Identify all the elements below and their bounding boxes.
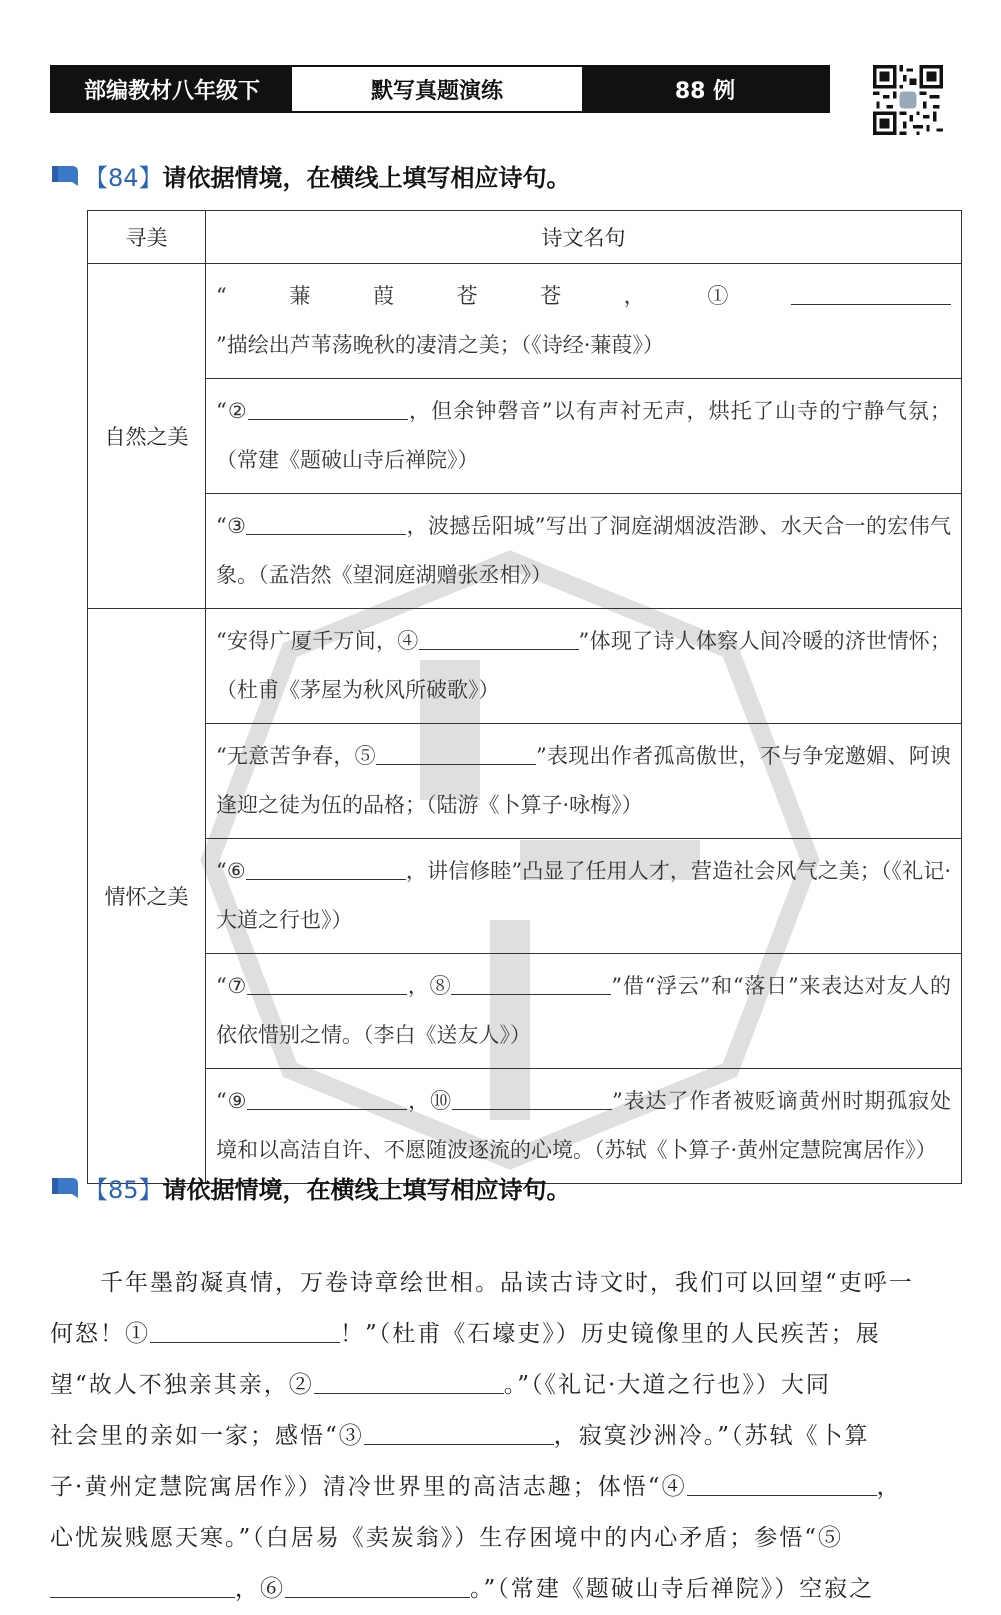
- category-cell: 自然之美: [88, 264, 206, 609]
- table-row: [88, 264, 962, 379]
- text-segment: ，: [876, 1474, 902, 1500]
- line-prefix: “蒹葭苍苍，①: [216, 284, 791, 308]
- bookmark-icon: [50, 1176, 76, 1200]
- line-suffix: ，波撼岳阳城”写出了洞庭湖烟波浩渺、水天合一的宏伟气象。（孟浩然《望洞庭湖赠张丞相》）: [216, 514, 952, 587]
- answer-blank-6[interactable]: [285, 1574, 470, 1598]
- line-prefix: “⑥: [216, 859, 246, 883]
- table-cell: [206, 379, 962, 494]
- answer-blank-6[interactable]: [246, 858, 406, 880]
- table-cell: [206, 724, 962, 839]
- question-85-title: [50, 1170, 571, 1205]
- count-label: 88 例: [582, 67, 828, 111]
- paragraph-line: [50, 1564, 954, 1615]
- line-middle: ，⑩: [407, 1089, 452, 1113]
- subject-label: 默写真题演练: [292, 67, 582, 111]
- text-segment: 子·黄州定慧院寓居作》）清冷世界里的高洁志趣；体悟“④: [50, 1474, 687, 1500]
- answer-blank-1[interactable]: [150, 1319, 340, 1343]
- text-segment: ，寂寞沙洲冷。”（苏轼《卜算: [553, 1423, 870, 1449]
- line-suffix: ”描绘出芦苇荡晚秋的凄清之美；（《诗经·蒹葭》）: [216, 333, 664, 357]
- category-cell: 情怀之美: [88, 609, 206, 1184]
- answer-blank-10[interactable]: [452, 1088, 612, 1110]
- line-prefix: “⑦: [216, 974, 248, 998]
- answer-blank-5[interactable]: [376, 743, 536, 765]
- text-segment: 。”（《礼记·大道之行也》）大同: [503, 1372, 831, 1398]
- paragraph-line: [50, 1411, 954, 1462]
- line-suffix: ，但余钟磬音”以有声衬无声，烘托了山寺的宁静气氛；（常建《题破山寺后禅院》）: [216, 399, 952, 472]
- paragraph-line: [50, 1462, 954, 1513]
- table-row: [88, 609, 962, 724]
- table-cell: [206, 839, 962, 954]
- paragraph-line: [50, 1513, 954, 1564]
- line-prefix: “无意苦争春，⑤: [216, 744, 376, 768]
- text-segment: 何怒！①: [50, 1321, 150, 1347]
- text-segment: 心忧炭贱愿天寒。”（白居易《卖炭翁》）生存困境中的内心矛盾；参悟“⑤: [50, 1525, 844, 1551]
- text-segment: ，⑥: [235, 1576, 285, 1602]
- answer-blank-5[interactable]: [50, 1574, 235, 1598]
- line-suffix: ”借“浮云”和“落日”来表达对友人的依依惜别之情。（李白《送友人》）: [216, 974, 952, 1047]
- text-segment: 社会里的亲如一家；感悟“③: [50, 1423, 364, 1449]
- line-prefix: “②: [216, 399, 248, 423]
- answer-blank-8[interactable]: [451, 973, 611, 995]
- bookmark-icon: [50, 164, 76, 188]
- paragraph-line: [50, 1309, 954, 1360]
- poetry-table: [87, 210, 962, 1184]
- question-85-paragraph: [50, 1258, 954, 1615]
- answer-blank-7[interactable]: [247, 973, 407, 995]
- question-84-title: [50, 158, 571, 193]
- table-cell: [206, 264, 962, 379]
- table-row: [88, 724, 962, 839]
- text-segment: ！”（杜甫《石壕吏》）历史镜像里的人民疾苦；展: [340, 1321, 881, 1347]
- table-cell: [206, 954, 962, 1069]
- answer-blank-3[interactable]: [364, 1421, 554, 1445]
- table-row: [88, 494, 962, 609]
- line-prefix: “安得广厦千万间，④: [216, 629, 419, 653]
- answer-blank-1[interactable]: [791, 283, 951, 305]
- question-prompt: 请依据情境，在横线上填写相应诗句。: [162, 164, 571, 192]
- line-suffix: ，讲信修睦”凸显了任用人才，营造社会风气之美；（《礼记·大道之行也》）: [216, 859, 951, 932]
- column-header-category: 寻美: [88, 211, 206, 264]
- text-segment: 望“故人不独亲其亲，②: [50, 1372, 314, 1398]
- line-suffix: ”表现出作者孤高傲世，不与争宠邀媚、阿谀逢迎之徒为伍的品格；（陆游《卜算子·咏梅》）: [216, 744, 951, 817]
- text-segment: 千年墨韵凝真情，万卷诗章绘世相。品读古诗文时，我们可以回望“吏呼一: [50, 1270, 914, 1296]
- answer-blank-3[interactable]: [246, 513, 406, 535]
- table-row: [88, 954, 962, 1069]
- question-number: 【85】: [84, 1176, 163, 1204]
- answer-blank-2[interactable]: [314, 1370, 504, 1394]
- answer-blank-9[interactable]: [247, 1088, 407, 1110]
- qr-code-icon: [873, 65, 943, 135]
- table-row: [88, 1069, 962, 1184]
- question-prompt: 请依据情境，在横线上填写相应诗句。: [162, 1176, 571, 1204]
- table-cell: [206, 494, 962, 609]
- table-row: [88, 839, 962, 954]
- header-bar: [50, 65, 830, 113]
- answer-blank-4[interactable]: [687, 1472, 877, 1496]
- answer-blank-4[interactable]: [419, 628, 579, 650]
- question-number: 【84】: [84, 164, 163, 192]
- line-suffix: ”体现了诗人体察人间冷暖的济世情怀；（杜甫《茅屋为秋风所破歌》）: [216, 629, 951, 702]
- table-header-row: [88, 211, 962, 264]
- line-prefix: “⑨: [216, 1089, 248, 1113]
- grade-label: 部编教材八年级下: [52, 67, 292, 111]
- table-cell: [206, 609, 962, 724]
- table-row: [88, 379, 962, 494]
- paragraph-line: [50, 1360, 954, 1411]
- line-suffix: ”表达了作者被贬谪黄州时期孤寂处境和以高洁自许、不愿随波逐流的心境。（苏轼《卜算子·黄州定慧院寓居作》）: [216, 1089, 952, 1162]
- column-header-lines: 诗文名句: [206, 211, 962, 264]
- line-middle: ，⑧: [407, 974, 452, 998]
- table-cell: [206, 1069, 962, 1184]
- line-prefix: “③: [216, 514, 247, 538]
- text-segment: 。”（常建《题破山寺后禅院》）空寂之: [470, 1576, 875, 1602]
- answer-blank-2[interactable]: [248, 398, 408, 420]
- paragraph-line: [50, 1258, 954, 1309]
